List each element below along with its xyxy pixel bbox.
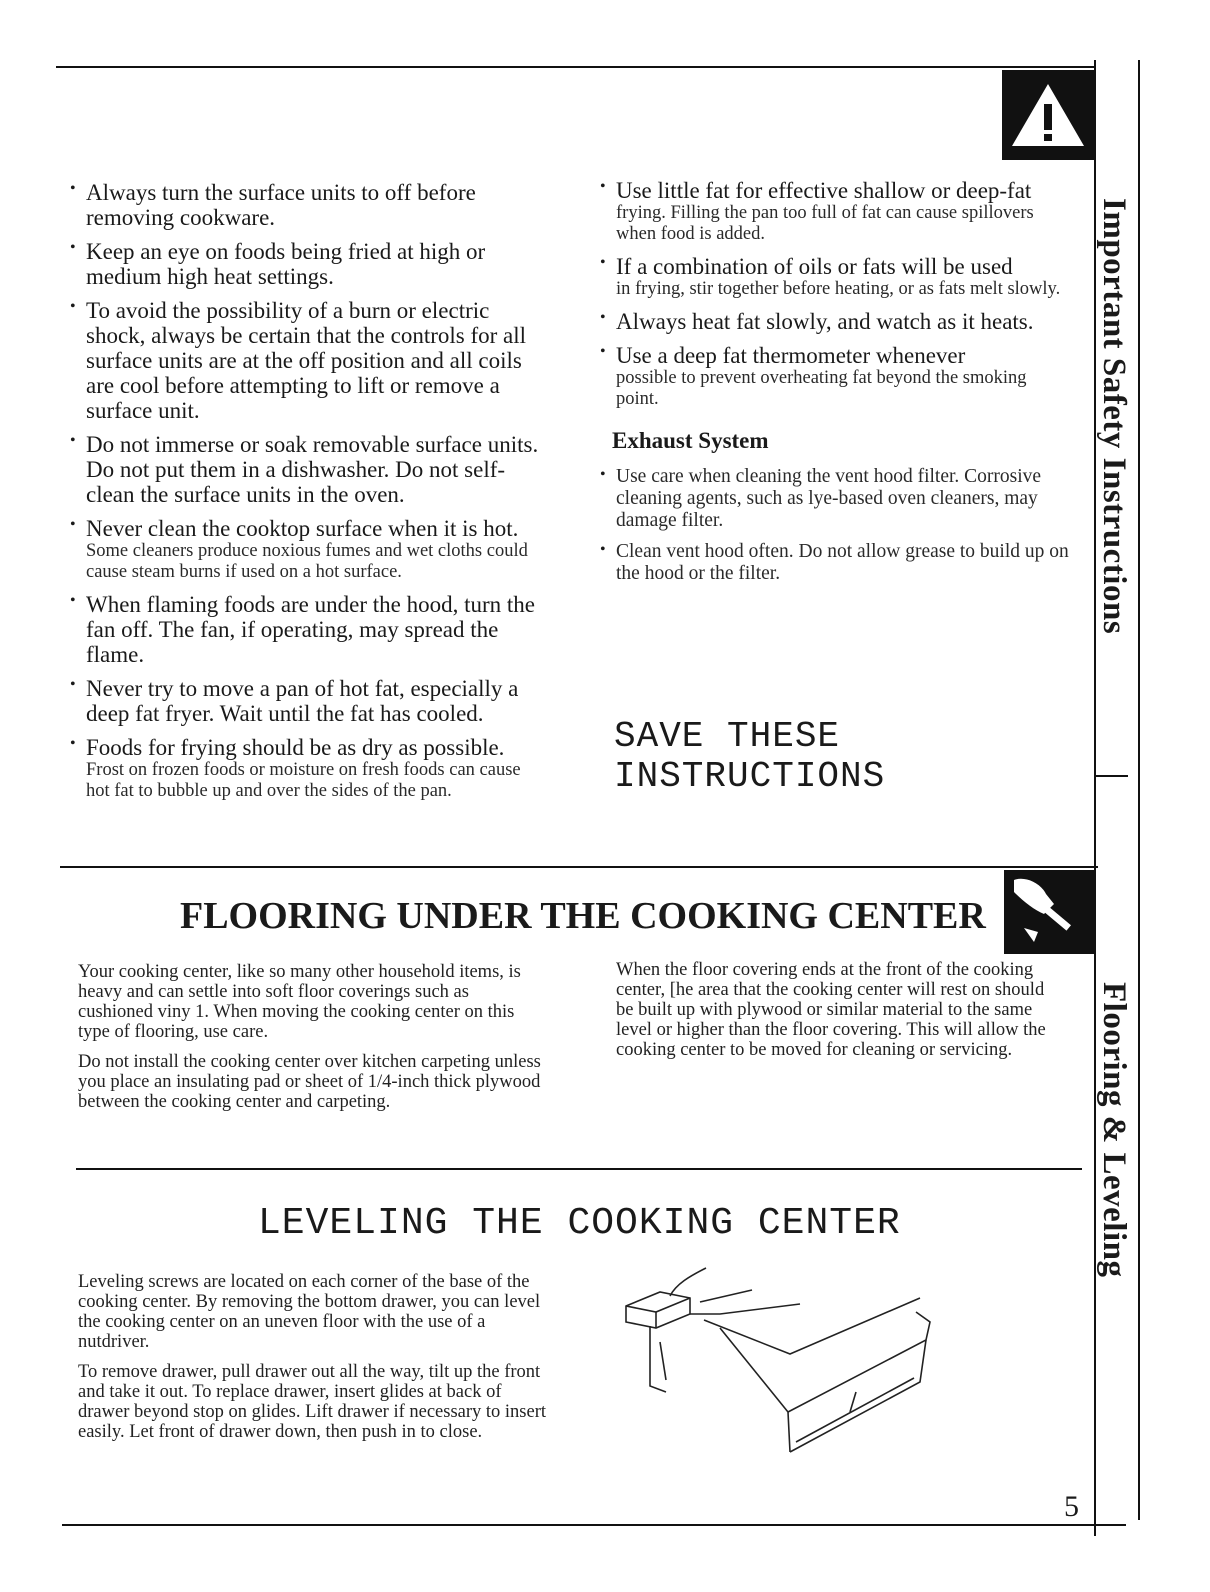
warning-icon-block: [1002, 70, 1094, 160]
list-item: • Always heat fat slowly, and watch as it heats.: [600, 309, 1070, 334]
list-item: • Do not immerse or soak removable surface units. Do not put them in a dishwasher. Do not self-clean the surface units in the oven.: [70, 432, 540, 507]
leveling-text-column: [78, 1272, 548, 1452]
list-item: • Never try to move a pan of hot fat, especially a deep fat fryer. Wait until the fat has cooled.: [70, 676, 540, 726]
list-item: • If a combination of oils or fats will be used in frying, stir together before heating, or as fats melt slowly.: [600, 254, 1070, 300]
tab-mark: [1096, 775, 1128, 777]
list-item: • Always turn the surface units to off before removing cookware.: [70, 180, 540, 230]
flooring-paragraph: Your cooking center, like so many other household items, is heavy and can settle into soft floor coverings such as cushioned viny 1. When moving the cooking center on this type of flooring, use care.: [78, 962, 521, 1042]
page-number: 5: [1064, 1490, 1079, 1523]
safety-right-column: [600, 178, 1070, 594]
exhaust-heading: Exhaust System: [612, 428, 769, 453]
drawer-illustration: [620, 1262, 940, 1472]
flooring-top-rule: [60, 866, 1098, 868]
bottom-rule: [62, 1524, 1126, 1526]
flooring-right-column: [616, 960, 1056, 1070]
list-item: • To avoid the possibility of a burn or electric shock, always be certain that the controls for all surface units are at the off position and all coils are cool before attempting to lift or remove a surface unit.: [70, 298, 540, 423]
nutdriver-hand-icon: [1004, 870, 1094, 954]
leveling-paragraph: To remove drawer, pull drawer out all the way, tilt up the front and take it out. To replace drawer, insert glides at back of drawer beyond stop on glides. Lift drawer if necessary to insert easily. Let front of drawer down, then push in to close.: [78, 1362, 547, 1442]
leveling-top-rule: [76, 1168, 1082, 1170]
tab-important-safety: Important Safety Instructions: [1096, 198, 1132, 635]
flooring-paragraph: Do not install the cooking center over kitchen carpeting unless you place an insulating pad or sheet of 1/4-inch thick plywood between the cooking center and carpeting.: [78, 1052, 541, 1112]
leveling-paragraph: Leveling screws are located on each corner of the base of the cooking center. By removing the bottom drawer, you can level the cooking center on an uneven floor with the use of a nutdriver.: [78, 1272, 541, 1352]
list-item: • Never clean the cooktop surface when it is hot. Some cleaners produce noxious fumes and wet cloths could cause steam burns if used on a hot surface.: [70, 516, 540, 583]
warning-triangle-icon: [1002, 70, 1094, 160]
save-instructions-line1: SAVE THESE: [614, 716, 841, 757]
top-rule: [56, 66, 1096, 68]
page-edge-line: [1138, 60, 1140, 1520]
list-item: • Use a deep fat thermometer whenever possible to prevent overheating fat beyond the smoking point.: [600, 343, 1070, 410]
flooring-title: FLOORING UNDER THE COOKING CENTER: [180, 895, 986, 937]
save-instructions-line2: INSTRUCTIONS: [614, 756, 886, 797]
flooring-icon-block: [1004, 870, 1094, 954]
list-item: • Clean vent hood often. Do not allow grease to build up on the hood or the filter.: [600, 541, 1070, 585]
flooring-left-column: [78, 962, 548, 1122]
list-item: • Use care when cleaning the vent hood filter. Corrosive cleaning agents, such as lye-based oven cleaners, may damage filter.: [600, 466, 1070, 532]
list-item: • Use little fat for effective shallow or deep-fat frying. Filling the pan too full of fat can cause spillovers when food is added.: [600, 178, 1070, 245]
list-item: • Foods for frying should be as dry as possible. Frost on frozen foods or moisture on fresh foods can cause hot fat to bubble up and over the sides of the pan.: [70, 735, 540, 802]
safety-left-column: [70, 180, 540, 811]
list-item: • Keep an eye on foods being fried at high or medium high heat settings.: [70, 239, 540, 289]
flooring-paragraph: When the floor covering ends at the front of the cooking center, [he area that the cooking center will rest on should be built up with plywood or similar material to the same level or higher than the floor covering. This will allow the cooking center to be moved for cleaning or servicing.: [616, 960, 1046, 1060]
leveling-title: LEVELING THE COOKING CENTER: [258, 1202, 901, 1245]
list-item: • When flaming foods are under the hood, turn the fan off. The fan, if operating, may spread the flame.: [70, 592, 540, 667]
tab-flooring-leveling: Flooring & Leveling: [1096, 982, 1132, 1278]
